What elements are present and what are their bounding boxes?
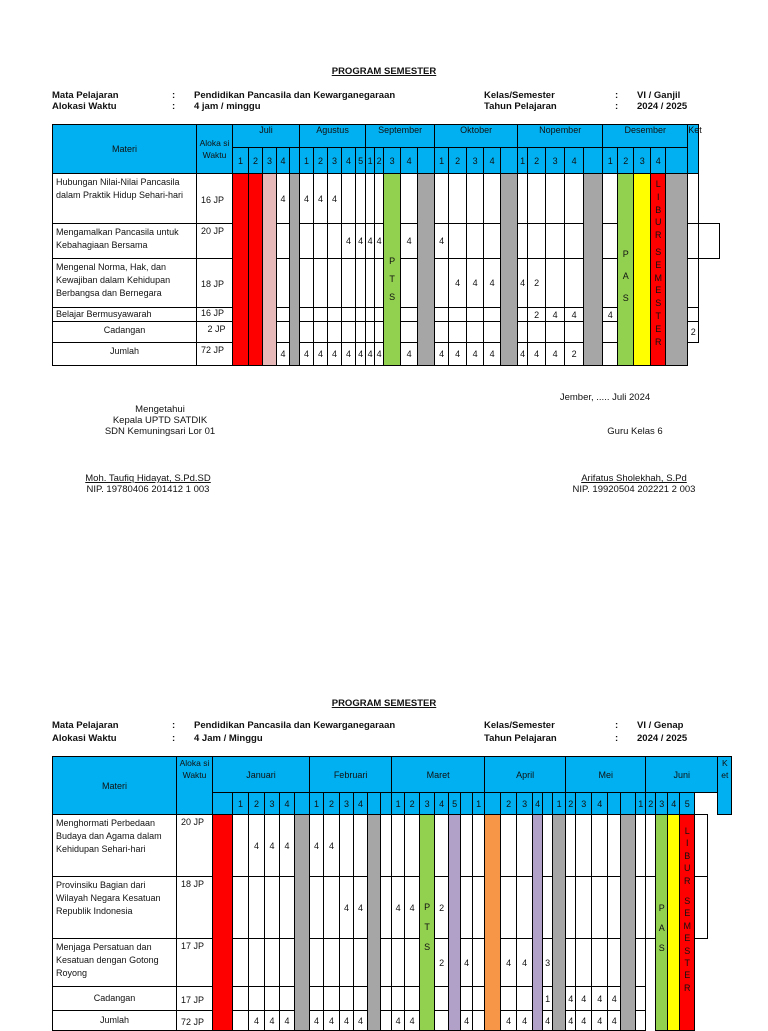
week-cell: 4 <box>435 793 449 815</box>
materi-cell: Mengamalkan Pancasila untuk Kebahagiaan Bersama <box>53 224 197 259</box>
week-cell: 4 <box>280 793 295 815</box>
value-cell: 4 <box>314 343 328 366</box>
week-cell <box>381 793 392 815</box>
doc1-mapel-colon: : <box>172 90 176 101</box>
doc1-schedule-table <box>52 124 720 366</box>
week-cell <box>501 148 518 174</box>
week-cell: 3 <box>328 148 342 174</box>
alokasi-header: Aloka si Waktu <box>197 125 233 174</box>
doc2-mapel-label: Mata Pelajaran <box>52 720 119 731</box>
guru-signature <box>544 473 724 495</box>
week-cell: 4 <box>533 793 543 815</box>
week-cell: 3 <box>656 793 668 815</box>
value-cell: 4 <box>518 259 528 308</box>
doc2-tahun-value: 2024 / 2025 <box>637 733 688 744</box>
alokasi-cell: 16 JP <box>197 308 233 322</box>
materi-cell: Jumlah <box>53 343 197 366</box>
month-header: Maret <box>392 757 485 793</box>
doc1-alokasi-value: 4 jam / minggu <box>194 101 261 112</box>
month-header: Juni <box>646 757 718 793</box>
value-cell: 4 <box>375 224 384 259</box>
value-cell: 4 <box>265 1011 280 1031</box>
doc2-alokasi-value: 4 Jam / Minggu <box>194 733 263 744</box>
value-cell: 4 <box>249 815 265 877</box>
doc1-mapel-label: Mata Pelajaran <box>52 90 119 101</box>
alokasi-cell: 20 JP <box>177 815 213 877</box>
doc2-tahun-colon: : <box>615 733 619 744</box>
value-cell: 4 <box>517 1011 533 1031</box>
value-cell: 4 <box>435 343 449 366</box>
month-header: Mei <box>566 757 646 793</box>
month-header: Oktober <box>435 125 518 148</box>
week-cell <box>418 148 435 174</box>
value-cell: 4 <box>342 343 356 366</box>
week-cell: 4 <box>401 148 418 174</box>
week-cell: 3 <box>576 793 592 815</box>
week-cell: 1 <box>636 793 646 815</box>
value-cell: 4 <box>518 343 528 366</box>
value-cell: 4 <box>528 343 546 366</box>
value-cell: 4 <box>461 1011 473 1031</box>
value-cell: 4 <box>342 224 356 259</box>
value-cell: 4 <box>310 1011 324 1031</box>
doc2-kelas-label: Kelas/Semester <box>484 720 555 731</box>
materi-cell: Provinsiku Bagian dari Wilayah Negara Kesatuan Republik Indonesia <box>53 877 177 939</box>
value-cell: 4 <box>401 343 418 366</box>
value-cell: 4 <box>405 877 420 939</box>
value-cell: 4 <box>277 343 290 366</box>
value-cell: 2 <box>435 877 449 939</box>
week-cell: 2 <box>528 148 546 174</box>
doc2-kelas-colon: : <box>615 720 619 731</box>
mpls-block <box>263 174 277 366</box>
value-cell: 4 <box>501 1011 517 1031</box>
doc2-mapel-colon: : <box>172 720 176 731</box>
week-cell: 5 <box>449 793 461 815</box>
kepala-nip: NIP. 19780406 201412 1 003 <box>86 484 210 495</box>
week-gap <box>553 815 566 1031</box>
value-cell: 4 <box>300 174 314 224</box>
week-gap <box>368 815 381 1031</box>
doc1-tahun-label: Tahun Pelajaran <box>484 101 557 112</box>
value-cell: 4 <box>340 1011 354 1031</box>
report-block <box>634 174 651 366</box>
alokasi-cell: 72 JP <box>177 1011 213 1031</box>
week-cell: 1 <box>233 148 249 174</box>
mengetahui-block <box>60 404 260 437</box>
week-cell <box>608 793 621 815</box>
week-cell: 2 <box>324 793 340 815</box>
holiday-block <box>233 174 249 366</box>
value-cell: 2 <box>528 308 546 322</box>
week-gap <box>621 815 636 1031</box>
week-cell: 1 <box>473 793 485 815</box>
doc2-alokasi-label: Alokasi Waktu <box>52 733 117 744</box>
week-cell: 4 <box>651 148 666 174</box>
week-cell: 2 <box>314 148 328 174</box>
value-cell: 4 <box>566 987 576 1011</box>
month-header: Februari <box>310 757 392 793</box>
place-date: Jember, ..... Juli 2024 <box>559 392 651 403</box>
value-cell: 4 <box>340 877 354 939</box>
week-gap <box>666 174 688 366</box>
doc2-schedule-table <box>52 756 732 1031</box>
value-cell: 4 <box>401 224 418 259</box>
materi-cell: Cadangan <box>53 322 197 343</box>
value-cell: 4 <box>356 224 366 259</box>
alokasi-cell: 2 JP <box>197 322 233 343</box>
week-cell: 2 <box>249 148 263 174</box>
doc2-title: PROGRAM SEMESTER <box>331 698 437 709</box>
materi-cell: Mengenal Norma, Hak, dan Kewajiban dalam Kehidupan Berbangsa dan Bernegara <box>53 259 197 308</box>
materi-cell: Cadangan <box>53 987 177 1011</box>
value-cell: 2 <box>688 322 699 343</box>
alokasi-cell: 20 JP <box>197 224 233 259</box>
guru-title: Guru Kelas 6 <box>607 426 663 437</box>
value-cell: 4 <box>517 939 533 987</box>
week-cell <box>295 793 310 815</box>
week-cell: 4 <box>668 793 680 815</box>
value-cell: 4 <box>592 1011 608 1031</box>
week-cell: 3 <box>265 793 280 815</box>
week-cell <box>543 793 553 815</box>
week-gap <box>533 815 543 1031</box>
value-cell: 4 <box>366 343 375 366</box>
week-gap <box>584 174 603 366</box>
kepala-title: Kepala UPTD SATDIK <box>112 415 208 426</box>
week-cell: 3 <box>634 148 651 174</box>
month-header: September <box>366 125 435 148</box>
pts-block: P T S <box>420 815 435 1031</box>
doc2-kelas-value: VI / Genap <box>637 720 684 731</box>
value-cell: 4 <box>265 815 280 877</box>
value-cell: 4 <box>354 877 368 939</box>
value-cell: 4 <box>324 815 340 877</box>
value-cell: 4 <box>328 343 342 366</box>
week-cell: 2 <box>618 148 634 174</box>
materi-cell: Belajar Bermusyawarah <box>53 308 197 322</box>
week-cell: 2 <box>501 793 517 815</box>
value-cell: 1 <box>543 987 553 1011</box>
value-cell: 4 <box>546 343 565 366</box>
value-cell: 4 <box>354 1011 368 1031</box>
value-cell: 4 <box>467 343 484 366</box>
value-cell: 4 <box>314 174 328 224</box>
value-cell: 4 <box>356 343 366 366</box>
week-cell: 4 <box>277 148 290 174</box>
value-cell: 4 <box>366 224 375 259</box>
week-cell <box>584 148 603 174</box>
doc1-title: PROGRAM SEMESTER <box>331 66 437 77</box>
value-cell: 4 <box>592 987 608 1011</box>
value-cell: 4 <box>392 1011 405 1031</box>
doc1-kelas-value: VI / Ganjil <box>637 90 681 101</box>
value-cell: 4 <box>449 259 467 308</box>
value-cell: 4 <box>566 1011 576 1031</box>
week-cell: 1 <box>300 148 314 174</box>
week-gap <box>501 174 518 366</box>
guru-name: Arifatus Sholekhah, S.Pd <box>581 473 687 484</box>
table-row <box>53 815 732 877</box>
materi-cell: Jumlah <box>53 1011 177 1031</box>
week-cell <box>213 793 233 815</box>
week-gap <box>418 174 435 366</box>
doc1-kelas-label: Kelas/Semester <box>484 90 555 101</box>
week-cell: 2 <box>405 793 420 815</box>
week-cell: 4 <box>354 793 368 815</box>
week-cell: 4 <box>484 148 501 174</box>
week-cell: 1 <box>603 148 618 174</box>
pas-block: P A S <box>618 174 634 366</box>
value-cell: 4 <box>375 343 384 366</box>
week-cell: 1 <box>366 148 375 174</box>
value-cell: 4 <box>565 308 584 322</box>
report-block <box>668 815 680 1031</box>
value-cell: 4 <box>484 343 501 366</box>
value-cell: 4 <box>280 815 295 877</box>
week-cell: 1 <box>435 148 449 174</box>
holiday-block <box>249 174 263 366</box>
pts-block: P T S <box>384 174 401 366</box>
week-cell: 5 <box>356 148 366 174</box>
value-cell: 4 <box>324 1011 340 1031</box>
materi-cell: Menghormati Perbedaan Budaya dan Agama dalam Kehidupan Sehari-hari <box>53 815 177 877</box>
table-row <box>53 174 720 224</box>
week-gap <box>295 815 310 1031</box>
holiday-block <box>213 815 233 1031</box>
doc1-kelas-colon: : <box>615 90 619 101</box>
doc1-tahun-value: 2024 / 2025 <box>637 101 688 112</box>
week-cell <box>621 793 636 815</box>
value-cell: 2 <box>435 939 449 987</box>
alokasi-cell: 72 JP <box>197 343 233 366</box>
alokasi-cell: 16 JP <box>197 174 233 224</box>
value-cell: 4 <box>608 987 621 1011</box>
value-cell: 4 <box>392 877 405 939</box>
week-cell: 4 <box>342 148 356 174</box>
week-cell: 3 <box>467 148 484 174</box>
libur-semester-block: L I B U R S E M E S T E R <box>680 815 695 1031</box>
doc1-tahun-colon: : <box>615 101 619 112</box>
week-cell: 1 <box>233 793 249 815</box>
pas-block: P A S <box>656 815 668 1031</box>
value-cell: 4 <box>461 939 473 987</box>
week-gap <box>290 174 300 366</box>
value-cell: 4 <box>576 1011 592 1031</box>
month-header: Nopember <box>518 125 603 148</box>
week-cell: 3 <box>340 793 354 815</box>
materi-header: Materi <box>53 125 197 174</box>
doc1-alokasi-colon: : <box>172 101 176 112</box>
holiday-block <box>485 815 501 1031</box>
week-cell: 2 <box>375 148 384 174</box>
month-header: Januari <box>213 757 310 793</box>
week-cell: 5 <box>680 793 695 815</box>
month-header: April <box>485 757 566 793</box>
materi-header: Materi <box>53 757 177 815</box>
week-cell <box>461 793 473 815</box>
month-header: Desember <box>603 125 688 148</box>
week-cell: 3 <box>384 148 401 174</box>
value-cell: 4 <box>467 259 484 308</box>
doc1-alokasi-label: Alokasi Waktu <box>52 101 117 112</box>
week-cell: 3 <box>546 148 565 174</box>
doc2-tahun-label: Tahun Pelajaran <box>484 733 557 744</box>
value-cell: 4 <box>543 1011 553 1031</box>
materi-cell: Hubungan Nilai-Nilai Pancasila dalam Praktik Hidup Sehari-hari <box>53 174 197 224</box>
doc1-mapel-value: Pendidikan Pancasila dan Kewarganegaraan <box>194 90 396 101</box>
kepala-name: Moh. Taufiq Hidayat, S.Pd.SD <box>85 473 211 484</box>
ket-header: Ket <box>688 125 699 174</box>
week-gap <box>449 815 461 1031</box>
value-cell: 4 <box>484 259 501 308</box>
week-cell: 2 <box>646 793 656 815</box>
alokasi-cell: 18 JP <box>177 877 213 939</box>
month-header: Juli <box>233 125 300 148</box>
month-header: Agustus <box>300 125 366 148</box>
value-cell: 4 <box>280 1011 295 1031</box>
libur-semester-block: L I B U R S E M E S T E R <box>651 174 666 366</box>
week-cell: 1 <box>553 793 566 815</box>
week-cell: 3 <box>263 148 277 174</box>
materi-cell: Menjaga Persatuan dan Kesatuan dengan Gotong Royong <box>53 939 177 987</box>
value-cell: 4 <box>603 308 618 322</box>
value-cell: 4 <box>546 308 565 322</box>
week-cell: 1 <box>518 148 528 174</box>
week-cell: 3 <box>420 793 435 815</box>
alokasi-cell: 17 JP <box>177 939 213 987</box>
ket-header: K et <box>718 757 732 815</box>
value-cell: 4 <box>328 174 342 224</box>
value-cell: 4 <box>310 815 324 877</box>
week-cell <box>368 793 381 815</box>
week-cell: 4 <box>565 148 584 174</box>
week-cell: 3 <box>517 793 533 815</box>
value-cell: 4 <box>300 343 314 366</box>
value-cell: 4 <box>405 1011 420 1031</box>
value-cell: 3 <box>543 939 553 987</box>
week-cell: 1 <box>310 793 324 815</box>
value-cell: 2 <box>528 259 546 308</box>
week-cell: 2 <box>566 793 576 815</box>
kepala-signature <box>48 473 248 495</box>
doc2-mapel-value: Pendidikan Pancasila dan Kewarganegaraan <box>194 720 396 731</box>
week-cell: 2 <box>249 793 265 815</box>
doc2-alokasi-colon: : <box>172 733 176 744</box>
value-cell: 4 <box>435 224 449 259</box>
value-cell: 4 <box>277 174 290 224</box>
week-cell <box>290 148 300 174</box>
alokasi-cell: 17 JP <box>177 987 213 1011</box>
value-cell: 4 <box>608 1011 621 1031</box>
value-cell: 4 <box>576 987 592 1011</box>
alokasi-header: Aloka si Waktu <box>177 757 213 815</box>
value-cell: 4 <box>449 343 467 366</box>
week-cell: 1 <box>392 793 405 815</box>
mengetahui-label: Mengetahui <box>135 404 185 415</box>
week-cell: 2 <box>449 148 467 174</box>
school-name: SDN Kemuningsari Lor 01 <box>104 426 216 437</box>
alokasi-cell: 18 JP <box>197 259 233 308</box>
week-cell <box>666 148 688 174</box>
week-cell <box>485 793 501 815</box>
value-cell: 4 <box>501 939 517 987</box>
week-cell: 4 <box>592 793 608 815</box>
guru-nip: NIP. 19920504 202221 2 003 <box>572 484 696 495</box>
value-cell: 2 <box>565 343 584 366</box>
value-cell: 4 <box>249 1011 265 1031</box>
